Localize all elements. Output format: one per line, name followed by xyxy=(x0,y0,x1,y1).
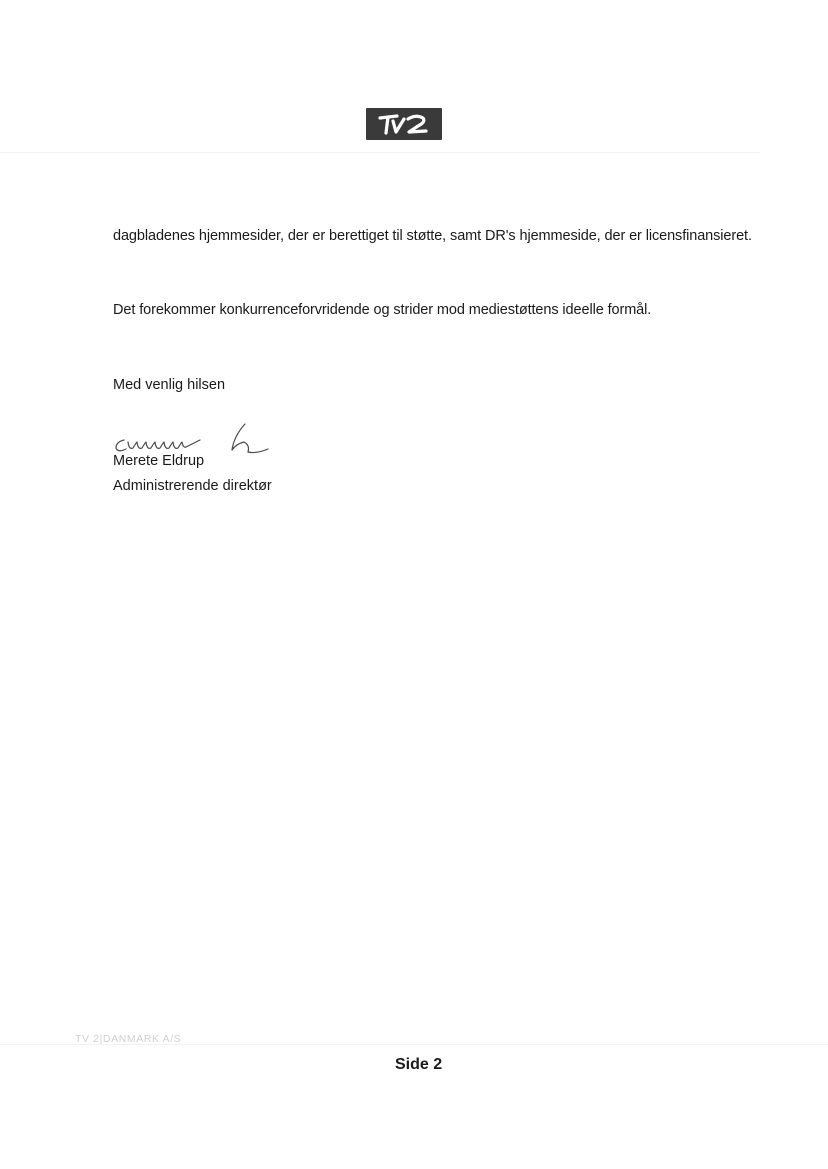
signatory-name: Merete Eldrup xyxy=(113,453,205,469)
body-paragraph: dagbladenes hjemmesider, der er berettiget til støtte, samt DR's hjemmeside, der er licensfinansieret. xyxy=(113,228,752,244)
signatory-title: Administrerende direktør xyxy=(113,478,272,494)
page-number: Side 2 xyxy=(395,1056,443,1073)
scan-artifact xyxy=(0,152,760,153)
tv2-logo-mark xyxy=(366,108,442,140)
body-paragraph: Det forekommer konkurrenceforvridende og strider mod mediestøttens ideelle formål. xyxy=(113,302,652,318)
closing-salutation: Med venlig hilsen xyxy=(113,377,226,393)
tv2-logo xyxy=(366,108,442,140)
footer-company-name: TV 2|DANMARK A/S xyxy=(75,1033,182,1045)
